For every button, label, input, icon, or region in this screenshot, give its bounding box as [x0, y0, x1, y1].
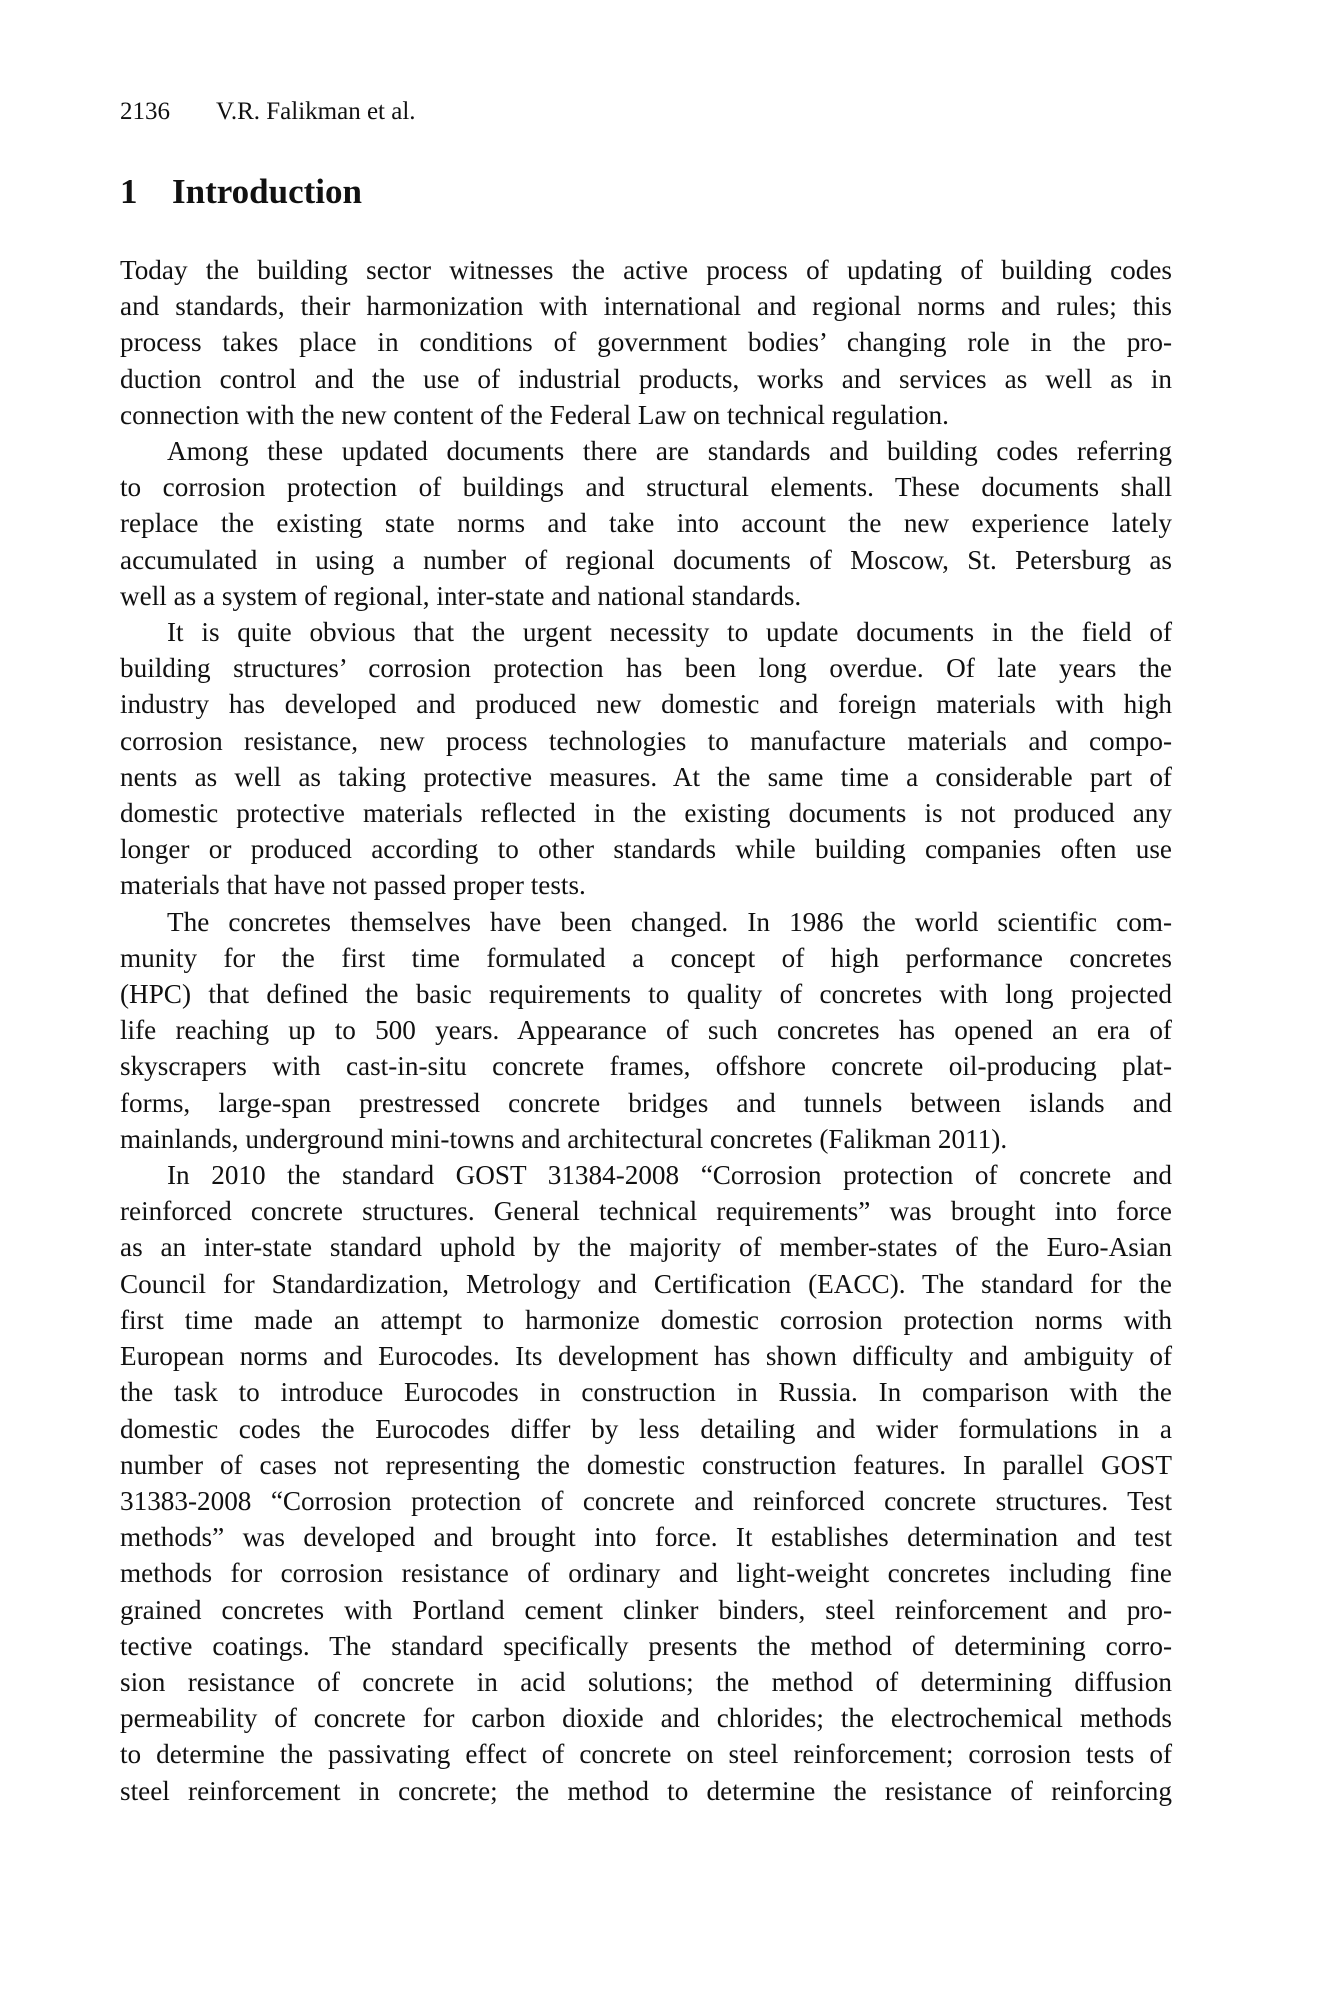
body-text — [120, 252, 1172, 1809]
text-line: building structures’ corrosion protection has been long overdue. Of late years the — [120, 653, 1172, 684]
text-line: It is quite obvious that the urgent necessity to update documents in the field of — [167, 617, 1172, 648]
page — [120, 96, 1172, 1809]
section-heading — [120, 170, 1172, 214]
section-number: 1 — [120, 172, 138, 211]
paragraph — [120, 904, 1172, 1157]
text-line: Among these updated documents there are standards and building codes referring — [167, 436, 1172, 467]
text-line: 31383-2008 “Corrosion protection of concrete and reinforced concrete structures. Test — [120, 1485, 1172, 1516]
text-line: to determine the passivating effect of concrete on steel reinforcement; corrosion tests of — [120, 1739, 1172, 1770]
text-line: to corrosion protection of buildings and structural elements. These documents shall — [120, 472, 1172, 503]
text-line: corrosion resistance, new process technologies to manufacture materials and compo- — [120, 725, 1172, 756]
text-line: Council for Standardization, Metrology and Certification (EACC). The standard for the — [120, 1268, 1172, 1299]
text-line: methods” was developed and brought into force. It establishes determination and test — [120, 1522, 1172, 1553]
text-line: munity for the first time formulated a concept of high performance concretes — [120, 942, 1172, 973]
text-line: first time made an attempt to harmonize domestic corrosion protection norms with — [120, 1304, 1172, 1335]
text-line: and standards, their harmonization with international and regional norms and rules; this — [120, 291, 1172, 322]
text-line: well as a system of regional, inter-state and national standards. — [120, 580, 802, 611]
text-line: as an inter-state standard uphold by the majority of member-states of the Euro-Asian — [120, 1232, 1172, 1263]
text-line: process takes place in conditions of government bodies’ changing role in the pro- — [120, 327, 1172, 358]
text-line: connection with the new content of the Federal Law on technical regulation. — [120, 399, 949, 430]
paragraph — [120, 433, 1172, 614]
text-line: tective coatings. The standard specifically presents the method of determining corro- — [120, 1630, 1172, 1661]
text-line: grained concretes with Portland cement clinker binders, steel reinforcement and pro- — [120, 1594, 1172, 1625]
text-line: accumulated in using a number of regional documents of Moscow, St. Petersburg as — [120, 544, 1172, 575]
running-head-authors: V.R. Falikman et al. — [216, 98, 416, 125]
text-line: steel reinforcement in concrete; the method to determine the resistance of reinforcing — [120, 1775, 1172, 1806]
text-line: reinforced concrete structures. General technical requirements” was brought into force — [120, 1196, 1172, 1227]
running-head — [120, 96, 1172, 128]
text-line: European norms and Eurocodes. Its development has shown difficulty and ambiguity of — [120, 1341, 1172, 1372]
text-line: materials that have not passed proper tests. — [120, 870, 586, 901]
text-line: permeability of concrete for carbon dioxide and chlorides; the electrochemical methods — [120, 1703, 1172, 1734]
section-title: Introduction — [172, 172, 362, 211]
text-line: longer or produced according to other standards while building companies often use — [120, 834, 1172, 865]
text-line: the task to introduce Eurocodes in construction in Russia. In comparison with the — [120, 1377, 1172, 1408]
text-line: sion resistance of concrete in acid solutions; the method of determining diffusion — [120, 1666, 1172, 1697]
paragraph — [120, 252, 1172, 433]
text-line: duction control and the use of industrial products, works and services as well as in — [120, 363, 1172, 394]
text-line: domestic protective materials reflected in the existing documents is not produced any — [120, 798, 1172, 829]
text-line: mainlands, underground mini-towns and architectural concretes (Falikman 2011). — [120, 1123, 1008, 1154]
text-line: (HPC) that defined the basic requirements to quality of concretes with long projected — [120, 979, 1172, 1010]
text-line: nents as well as taking protective measures. At the same time a considerable part of — [120, 761, 1172, 792]
paragraph — [120, 614, 1172, 904]
text-line: methods for corrosion resistance of ordinary and light-weight concretes including fine — [120, 1558, 1172, 1589]
text-line: industry has developed and produced new domestic and foreign materials with high — [120, 689, 1172, 720]
text-line: The concretes themselves have been changed. In 1986 the world scientific com- — [167, 906, 1172, 937]
text-line: life reaching up to 500 years. Appearance of such concretes has opened an era of — [120, 1015, 1172, 1046]
text-line: forms, large-span prestressed concrete bridges and tunnels between islands and — [120, 1087, 1172, 1118]
text-line: Today the building sector witnesses the active process of updating of building codes — [120, 255, 1172, 285]
paragraph — [120, 1157, 1172, 1809]
page-number: 2136 — [120, 98, 170, 125]
text-line: domestic codes the Eurocodes differ by less detailing and wider formulations in a — [120, 1413, 1172, 1444]
text-line: skyscrapers with cast-in-situ concrete frames, offshore concrete oil-producing plat- — [120, 1051, 1172, 1082]
text-line: number of cases not representing the domestic construction features. In parallel GOST — [120, 1449, 1172, 1480]
text-line: replace the existing state norms and take into account the new experience lately — [120, 508, 1172, 539]
text-line: In 2010 the standard GOST 31384-2008 “Corrosion protection of concrete and — [167, 1160, 1172, 1191]
